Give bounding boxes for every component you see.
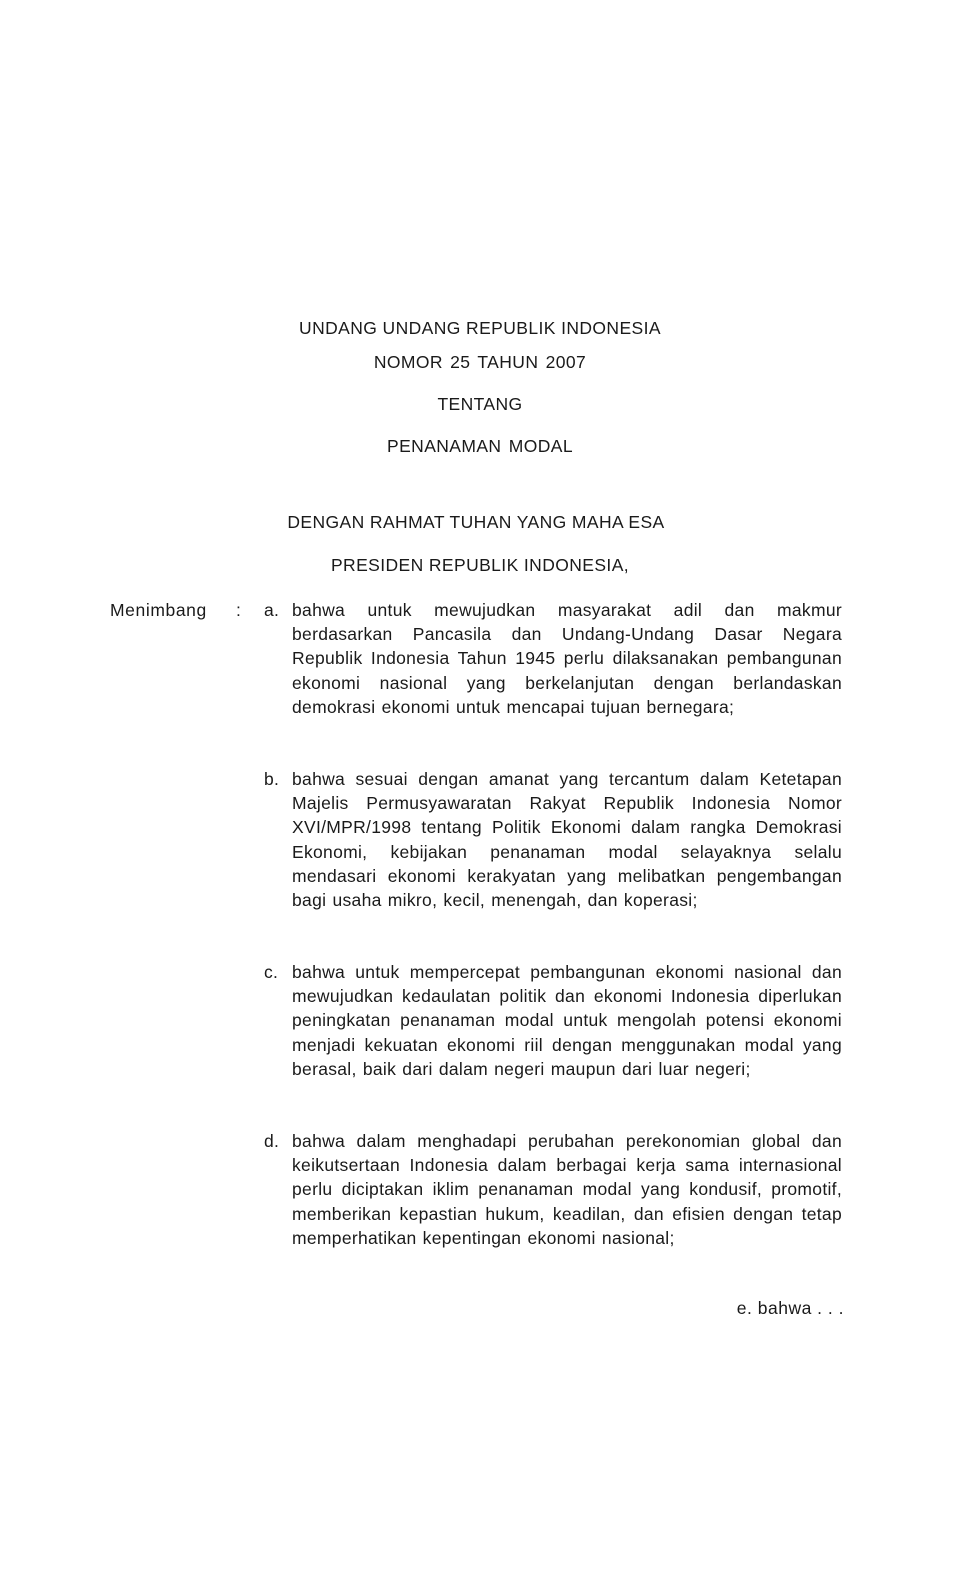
clause-b bbox=[264, 767, 844, 912]
page-continuation: e. bahwa . . . bbox=[736, 1298, 844, 1318]
president-heading: PRESIDEN REPUBLIK INDONESIA, bbox=[330, 555, 630, 575]
clause-letter: d. bbox=[264, 1131, 280, 1151]
clause-a bbox=[264, 598, 844, 719]
clause-c bbox=[264, 960, 844, 1081]
law-title: UNDANG UNDANG REPUBLIK INDONESIA bbox=[299, 318, 661, 338]
about-heading: TENTANG bbox=[437, 394, 523, 414]
clause-text: bahwa dalam menghadapi perubahan perekonomian global dan keikutsertaan Indonesia dalam berbagai kerja sama internasional perlu diciptakan iklim penanaman modal yang kondusif, promotif, memberikan kepastian hukum, keadilan, dan efisien dengan tetap memperhatikan kepentingan ekonomi nasional; bbox=[292, 1131, 842, 1248]
invocation: DENGAN RAHMAT TUHAN YANG MAHA ESA bbox=[287, 512, 665, 532]
considering-colon: : bbox=[236, 600, 241, 620]
clause-letter: b. bbox=[264, 769, 280, 789]
clause-text: bahwa untuk mewujudkan masyarakat adil dan makmur berdasarkan Pancasila dan Undang-Undang Dasar Negara Republik Indonesia Tahun 1945 perlu dilaksanakan pembangunan ekonomi nasional yang berkelanjutan dengan berlandaskan demokrasi ekonomi untuk mencapai tujuan bernegara; bbox=[292, 600, 842, 717]
considering-label: Menimbang bbox=[110, 600, 207, 620]
clause-text: bahwa untuk mempercepat pembangunan ekonomi nasional dan mewujudkan kedaulatan politik dan ekonomi Indonesia diperlukan peningkatan penanaman modal untuk mengolah potensi ekonomi menjadi kekuatan ekonomi riil dengan menggunakan modal yang berasal, baik dari dalam negeri maupun dari luar negeri; bbox=[292, 962, 842, 1079]
clause-letter: c. bbox=[264, 962, 279, 982]
clause-text: bahwa sesuai dengan amanat yang tercantum dalam Ketetapan Majelis Permusyawaratan Rakyat Republik Indonesia Nomor XVI/MPR/1998 tentang Politik Ekonomi dalam rangka Demokrasi Ekonomi, kebijakan penanaman modal selayaknya selalu mendasari ekonomi kerakyatan yang melibatkan pengembangan bagi usaha mikro, kecil, menengah, dan koperasi; bbox=[292, 769, 842, 911]
subject-heading: PENANAMAN MODAL bbox=[387, 436, 573, 456]
law-number: NOMOR 25 TAHUN 2007 bbox=[373, 352, 587, 372]
clause-letter: a. bbox=[264, 600, 280, 620]
clause-d bbox=[264, 1129, 844, 1250]
